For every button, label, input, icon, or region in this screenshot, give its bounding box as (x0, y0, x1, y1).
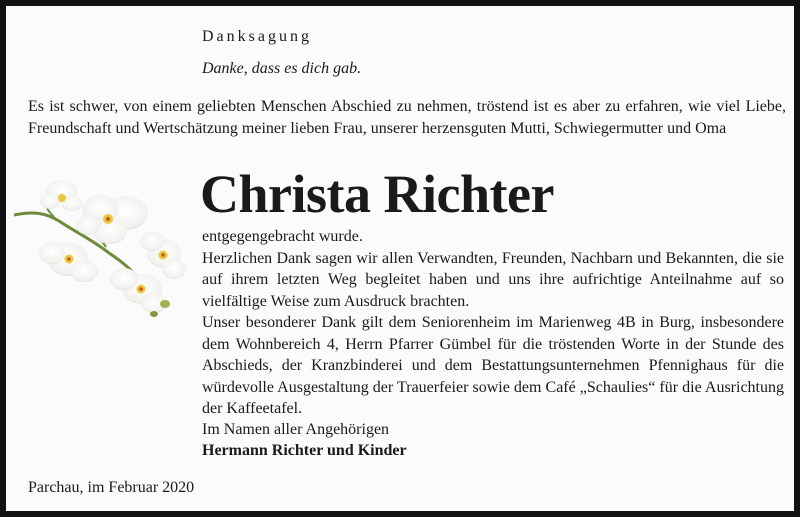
orchid-image (14, 171, 189, 326)
deceased-name: Christa Richter (200, 164, 554, 224)
notice-motto: Danke, dass es dich gab. (202, 60, 362, 77)
paragraph: Herzlichen Dank sagen wir allen Verwandten, Freunden, Nachbarn und Bekannten, die sie auf ihrem letzten Weg begleitet haben und uns ihre aufrichtige Anteilnahme auf so vielfältige Weise zum Ausdruck brachten. (202, 249, 784, 310)
acknowledgement-text (202, 226, 784, 420)
paragraph: Unser besonderer Dank gilt dem Seniorenheim im Marienweg 4B in Burg, insbesondere dem Wohnbereich 4, Herrn Pfarrer Gümbel für die tröstenden Worte in der Stunde des Abschieds, der Kranzbinderei und dem Bestattungsunternehmen Pfennighaus für die würdevolle Ausgestaltung der Trauerfeier sowie dem Café „Schaulies“ für die Ausrichtung der Kaffeetafel. (202, 314, 784, 417)
signature-name: Hermann Richter und Kinder (202, 442, 407, 459)
paragraph: entgegengebracht wurde. (202, 228, 363, 245)
place-date: Parchau, im Februar 2020 (28, 479, 195, 496)
signature-label: Im Namen aller Angehörigen (202, 421, 390, 438)
notice-heading: Danksagung (202, 28, 312, 45)
intro-text: Es ist schwer, von einem geliebten Menschen Abschied zu nehmen, tröstend ist es aber zu erfahren, wie viel Liebe, Freundschaft und Wertschätzung meiner lieben Frau, unserer herzensguten Mutti, Schwiegermutter und Oma (28, 98, 786, 137)
